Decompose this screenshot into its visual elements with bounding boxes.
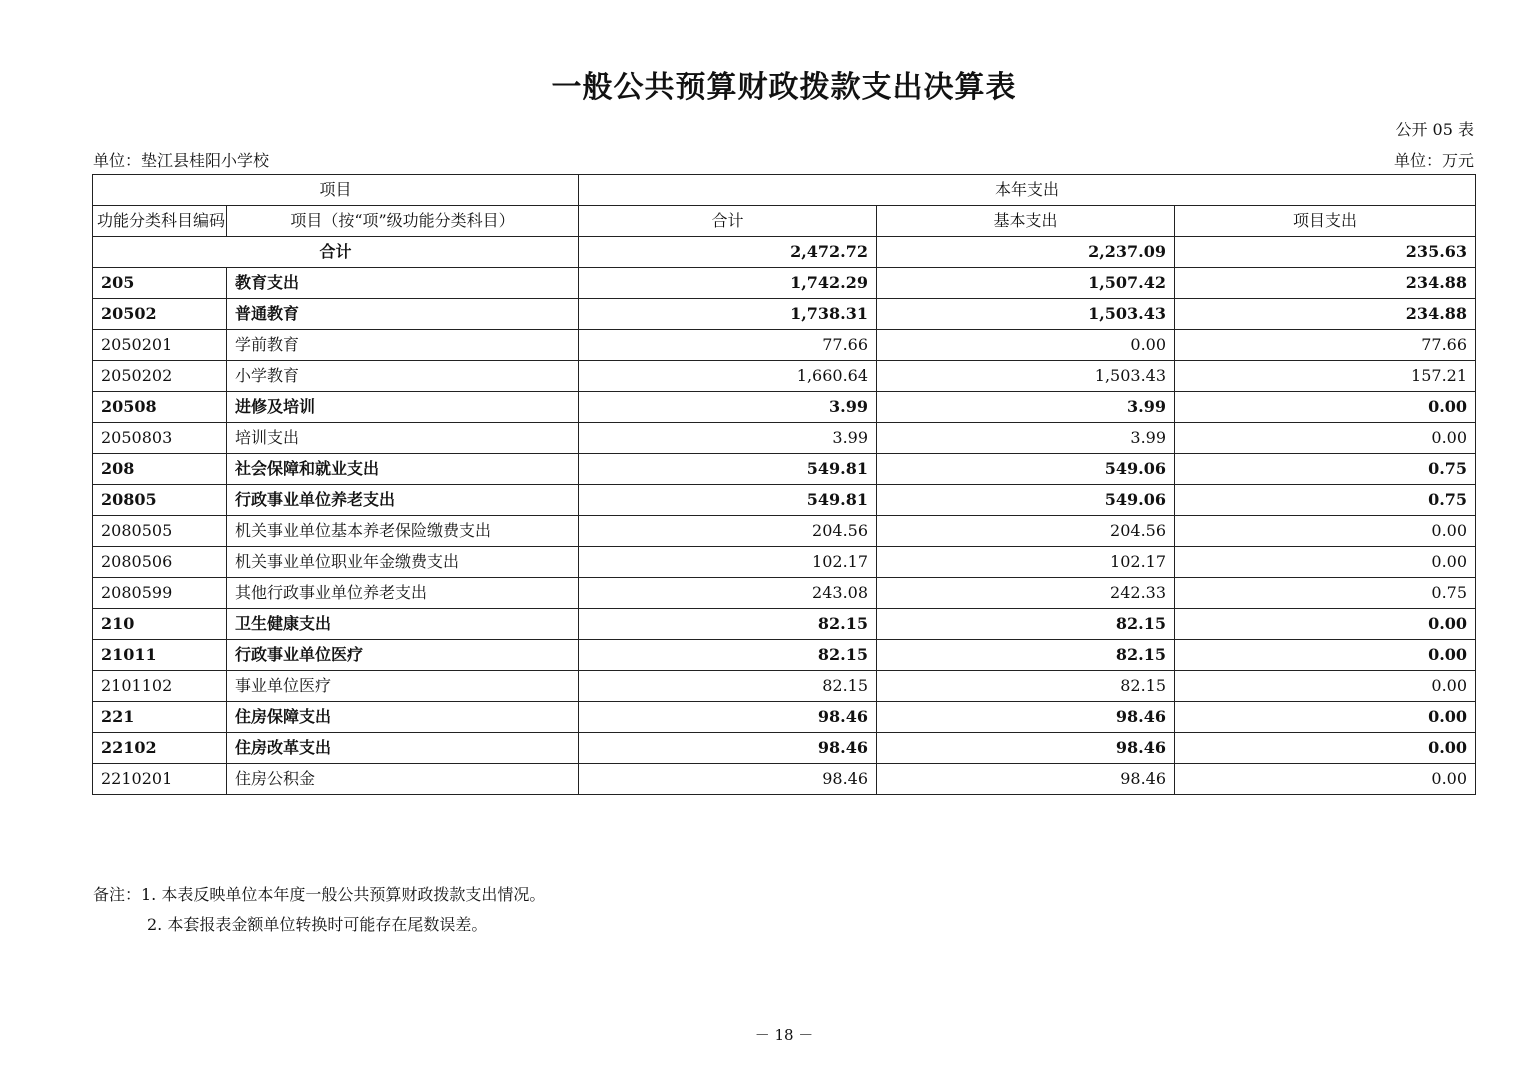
- row-project: 0.00: [1175, 764, 1476, 795]
- row-total: 102.17: [579, 547, 877, 578]
- row-basic: 242.33: [877, 578, 1175, 609]
- total-row: [93, 237, 1476, 268]
- row-name: 教育支出: [227, 268, 579, 299]
- page-number: － 18 －: [754, 1026, 814, 1044]
- total-sum: 2,472.72: [579, 237, 877, 268]
- row-name: 社会保障和就业支出: [227, 454, 579, 485]
- table-row: [93, 516, 1476, 547]
- row-name: 培训支出: [227, 423, 579, 454]
- header-item: 项目（按“项”级功能分类科目）: [227, 206, 579, 237]
- table-row: [93, 702, 1476, 733]
- table-row: [93, 764, 1476, 795]
- row-basic: 102.17: [877, 547, 1175, 578]
- row-project: 0.00: [1175, 671, 1476, 702]
- note-1: 备注：1. 本表反映单位本年度一般公共预算财政拨款支出情况。: [93, 885, 546, 904]
- row-project: 77.66: [1175, 330, 1476, 361]
- row-total: 82.15: [579, 609, 877, 640]
- row-basic: 1,503.43: [877, 299, 1175, 330]
- unit-organization: 单位：垫江县桂阳小学校: [93, 151, 270, 170]
- row-total: 204.56: [579, 516, 877, 547]
- table-row: [93, 423, 1476, 454]
- table-row: [93, 609, 1476, 640]
- row-name: 普通教育: [227, 299, 579, 330]
- row-name: 进修及培训: [227, 392, 579, 423]
- row-total: 98.46: [579, 702, 877, 733]
- row-code: 221: [93, 702, 227, 733]
- row-name: 住房公积金: [227, 764, 579, 795]
- row-name: 事业单位医疗: [227, 671, 579, 702]
- row-project: 0.00: [1175, 547, 1476, 578]
- row-project: 0.00: [1175, 733, 1476, 764]
- table-row: [93, 392, 1476, 423]
- row-basic: 82.15: [877, 609, 1175, 640]
- row-name: 住房保障支出: [227, 702, 579, 733]
- row-name: 其他行政事业单位养老支出: [227, 578, 579, 609]
- header-code: 功能分类科目编码: [93, 206, 227, 237]
- row-basic: 82.15: [877, 671, 1175, 702]
- table-row: [93, 268, 1476, 299]
- row-project: 0.00: [1175, 702, 1476, 733]
- table-row: [93, 733, 1476, 764]
- row-code: 20502: [93, 299, 227, 330]
- row-code: 2050201: [93, 330, 227, 361]
- row-total: 243.08: [579, 578, 877, 609]
- row-code: 2080506: [93, 547, 227, 578]
- row-name: 小学教育: [227, 361, 579, 392]
- row-basic: 549.06: [877, 485, 1175, 516]
- header-total: 合计: [579, 206, 877, 237]
- row-basic: 98.46: [877, 764, 1175, 795]
- row-project: 0.00: [1175, 640, 1476, 671]
- header-project-expenditure: 项目支出: [1175, 206, 1476, 237]
- row-basic: 1,503.43: [877, 361, 1175, 392]
- table-row: [93, 299, 1476, 330]
- row-project: 0.00: [1175, 609, 1476, 640]
- row-total: 3.99: [579, 392, 877, 423]
- row-name: 机关事业单位基本养老保险缴费支出: [227, 516, 579, 547]
- row-basic: 3.99: [877, 392, 1175, 423]
- row-project: 234.88: [1175, 268, 1476, 299]
- header-row-1: [93, 175, 1476, 206]
- row-code: 205: [93, 268, 227, 299]
- row-name: 行政事业单位医疗: [227, 640, 579, 671]
- header-current-year: 本年支出: [579, 175, 1476, 206]
- row-code: 208: [93, 454, 227, 485]
- row-total: 549.81: [579, 485, 877, 516]
- row-total: 1,738.31: [579, 299, 877, 330]
- table-row: [93, 640, 1476, 671]
- row-code: 21011: [93, 640, 227, 671]
- row-code: 22102: [93, 733, 227, 764]
- table-row: [93, 547, 1476, 578]
- row-code: 210: [93, 609, 227, 640]
- row-basic: 98.46: [877, 733, 1175, 764]
- row-total: 549.81: [579, 454, 877, 485]
- row-name: 住房改革支出: [227, 733, 579, 764]
- row-total: 1,660.64: [579, 361, 877, 392]
- table-row: [93, 454, 1476, 485]
- row-code: 2050202: [93, 361, 227, 392]
- header-row-2: [93, 206, 1476, 237]
- form-number: 公开 05 表: [1395, 120, 1474, 139]
- row-total: 1,742.29: [579, 268, 877, 299]
- expenditure-table: [92, 174, 1476, 795]
- row-total: 98.46: [579, 733, 877, 764]
- row-code: 2101102: [93, 671, 227, 702]
- row-name: 学前教育: [227, 330, 579, 361]
- total-project: 235.63: [1175, 237, 1476, 268]
- row-total: 82.15: [579, 640, 877, 671]
- table-row: [93, 578, 1476, 609]
- row-project: 0.00: [1175, 423, 1476, 454]
- row-basic: 0.00: [877, 330, 1175, 361]
- header-basic: 基本支出: [877, 206, 1175, 237]
- row-code: 2050803: [93, 423, 227, 454]
- row-basic: 1,507.42: [877, 268, 1175, 299]
- row-basic: 3.99: [877, 423, 1175, 454]
- row-project: 0.00: [1175, 392, 1476, 423]
- row-project: 0.75: [1175, 578, 1476, 609]
- row-basic: 204.56: [877, 516, 1175, 547]
- row-code: 20508: [93, 392, 227, 423]
- row-code: 2080599: [93, 578, 227, 609]
- row-code: 2080505: [93, 516, 227, 547]
- row-basic: 549.06: [877, 454, 1175, 485]
- total-label: 合计: [93, 237, 579, 268]
- row-total: 3.99: [579, 423, 877, 454]
- row-name: 卫生健康支出: [227, 609, 579, 640]
- row-total: 82.15: [579, 671, 877, 702]
- row-name: 行政事业单位养老支出: [227, 485, 579, 516]
- row-project: 0.00: [1175, 516, 1476, 547]
- unit-money: 单位：万元: [1393, 151, 1474, 170]
- row-total: 98.46: [579, 764, 877, 795]
- table-row: [93, 361, 1476, 392]
- row-total: 77.66: [579, 330, 877, 361]
- table-row: [93, 671, 1476, 702]
- row-project: 234.88: [1175, 299, 1476, 330]
- total-basic: 2,237.09: [877, 237, 1175, 268]
- row-code: 20805: [93, 485, 227, 516]
- row-project: 0.75: [1175, 485, 1476, 516]
- row-name: 机关事业单位职业年金缴费支出: [227, 547, 579, 578]
- row-basic: 82.15: [877, 640, 1175, 671]
- page-title: 一般公共预算财政拨款支出决算表: [551, 70, 1017, 105]
- row-project: 157.21: [1175, 361, 1476, 392]
- table-row: [93, 485, 1476, 516]
- row-code: 2210201: [93, 764, 227, 795]
- notes: [93, 880, 545, 940]
- row-project: 0.75: [1175, 454, 1476, 485]
- header-project: 项目: [93, 175, 579, 206]
- note-2: 2. 本套报表金额单位转换时可能存在尾数误差。: [147, 915, 488, 934]
- table-row: [93, 330, 1476, 361]
- row-basic: 98.46: [877, 702, 1175, 733]
